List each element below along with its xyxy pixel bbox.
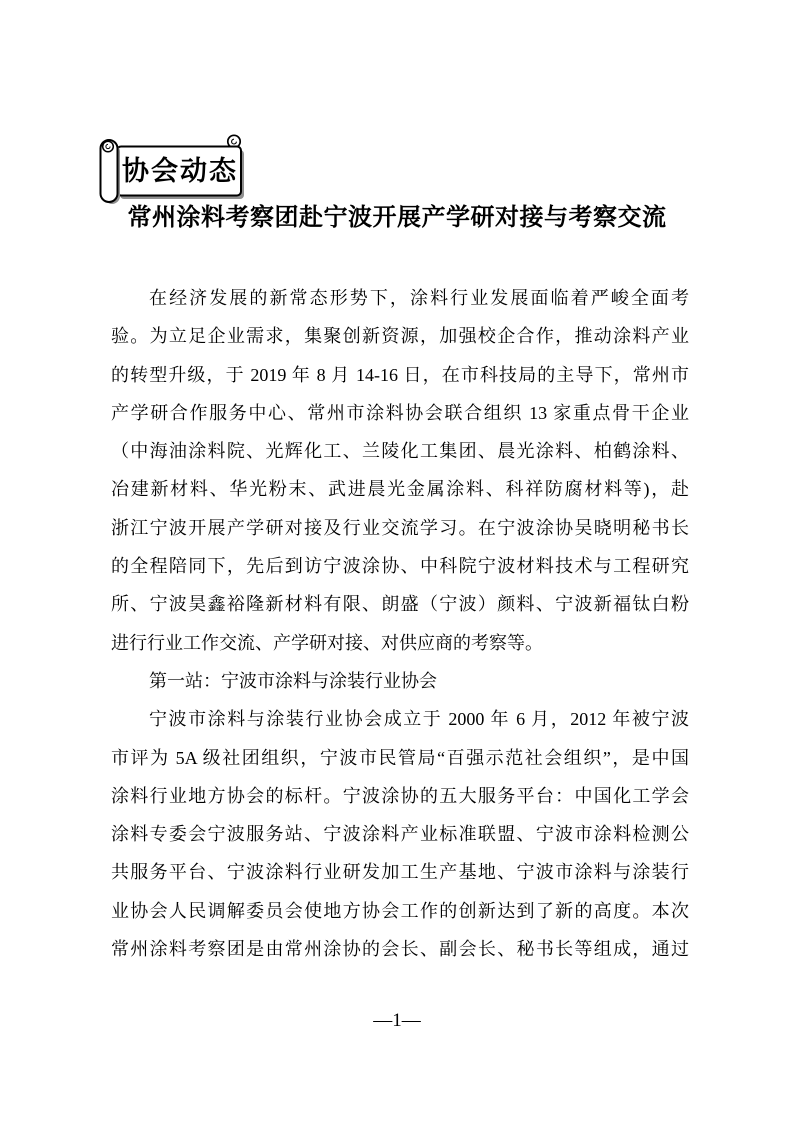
body-line: 市评为 5A 级社团组织，宁波市民管局“百强示范社会组织”，是中国: [111, 747, 689, 768]
body-line: 在经济发展的新常态形势下，涂料行业发展面临着严峻全面考: [149, 288, 689, 308]
body-line: 验。为立足企业需求，集聚创新资源，加强校企合作，推动涂料产业: [111, 326, 689, 347]
body-line: 所、宁波昊鑫裕隆新材料有限、朗盛（宁波）颜料、宁波新福钛白粉: [111, 594, 689, 615]
banner-label: 协会动态: [122, 156, 238, 186]
body-line: 产学研合作服务中心、常州市涂料协会联合组织 13 家重点骨干企业: [111, 402, 689, 423]
body-line: 业协会人民调解委员会使地方协会工作的创新达到了新的高度。本次: [111, 900, 689, 921]
body-line: 浙江宁波开展产学研对接及行业交流学习。在宁波涂协吴晓明秘书长: [111, 517, 689, 538]
body-line: 共服务平台、宁波涂料行业研发加工生产基地、宁波市涂料与涂装行: [111, 862, 689, 883]
body-line: 的转型升级，于 2019 年 8 月 14-16 日，在市科技局的主导下，常州市: [111, 364, 689, 385]
body-line: 涂料行业地方协会的标杆。宁波涂协的五大服务平台：中国化工学会: [111, 785, 689, 806]
body-line: 涂料专委会宁波服务站、宁波涂料产业标准联盟、宁波市涂料检测公: [111, 824, 689, 845]
page-number: —1—: [373, 1010, 421, 1031]
body-line: 的全程陪同下，先后到访宁波涂协、中科院宁波材料技术与工程研究: [111, 556, 689, 577]
body-line: 进行行业工作交流、产学研对接、对供应商的考察等。: [111, 632, 543, 653]
body-line: 常州涂料考察团是由常州涂协的会长、副会长、秘书长等组成，通过: [111, 939, 689, 960]
body-line: 第一站：宁波市涂料与涂装行业协会: [149, 670, 437, 691]
body-line: 冶建新材料、华光粉末、武进晨光金属涂料、科祥防腐材料等)，赴: [111, 479, 689, 500]
article-title: 常州涂料考察团赴宁波开展产学研对接与考察交流: [127, 205, 667, 231]
body-line: 宁波市涂料与涂装行业协会成立于 2000 年 6 月，2012 年被宁波: [149, 709, 689, 730]
article-body: [111, 279, 689, 968]
body-line: （中海油涂料院、光辉化工、兰陵化工集团、晨光涂料、柏鹤涂料、: [111, 441, 689, 462]
